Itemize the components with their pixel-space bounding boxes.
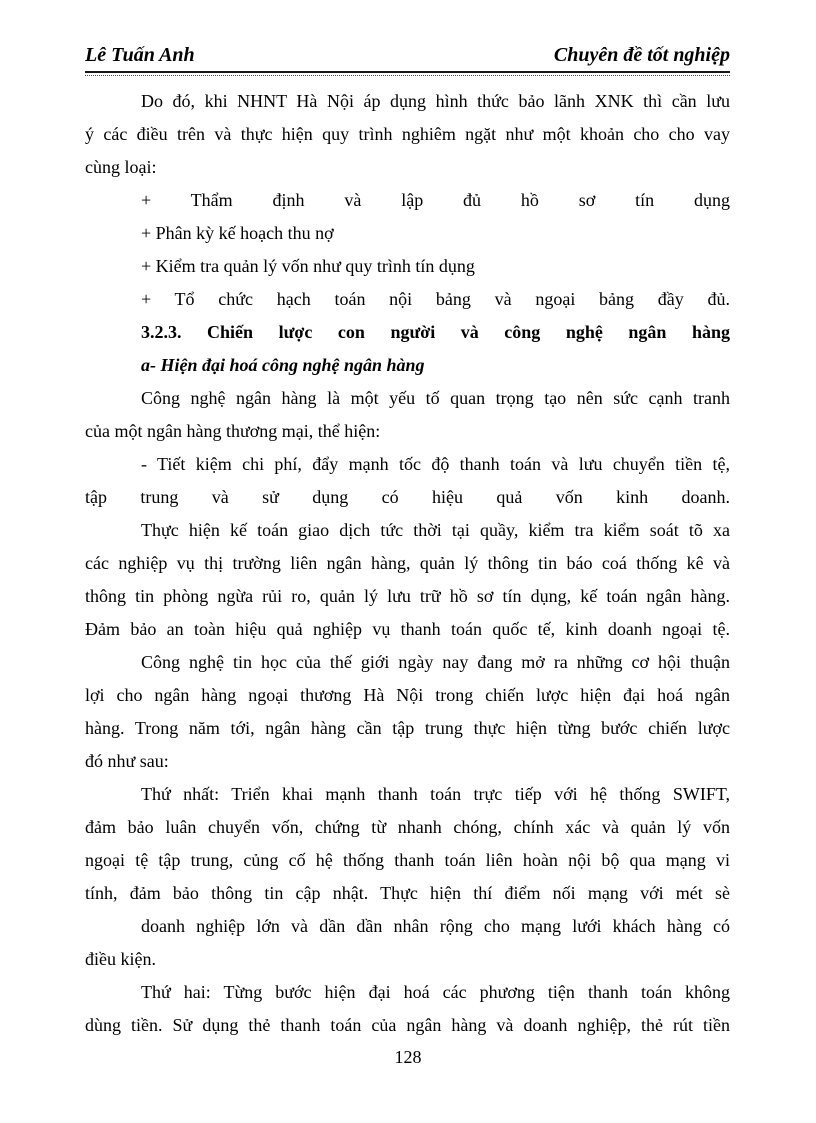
text-line: doanh nghiệp lớn và dần dần nhân rộng cho mạng lưới khách hàng có xyxy=(141,916,730,936)
text-line: dùng tiền. Sử dụng thẻ thanh toán của ngân hàng và doanh nghiệp, thẻ rút tiền xyxy=(85,1015,730,1035)
text-line: Công nghệ tin học của thế giới ngày nay đang mở ra những cơ hội thuận xyxy=(141,652,730,672)
text-line: Thứ nhất: Triển khai mạnh thanh toán trực tiếp với hệ thống SWIFT, xyxy=(141,784,730,804)
text-line: ý các điều trên và thực hiện quy trình nghiêm ngặt như một khoản cho cho vay xyxy=(85,124,730,144)
text-line: Công nghệ ngân hàng là một yếu tố quan trọng tạo nên sức cạnh tranh xyxy=(141,388,730,408)
text-line: Thứ hai: Từng bước hiện đại hoá các phương tiện thanh toán không xyxy=(141,982,730,1002)
text-line: lợi cho ngân hàng ngoại thương Hà Nội trong chiến lược hiện đại hoá ngân xyxy=(85,685,730,705)
header-title: Chuyên đề tốt nghiệp xyxy=(553,44,730,66)
text-line: của một ngân hàng thương mại, thể hiện: xyxy=(85,421,381,441)
text-line: hàng. Trong năm tới, ngân hàng cần tập trung thực hiện từng bước chiến lược xyxy=(85,718,730,738)
text-line: cùng loại: xyxy=(85,157,157,177)
text-line: + Kiểm tra quản lý vốn như quy trình tín dụng xyxy=(141,256,475,276)
page-footer xyxy=(0,1046,816,1068)
text-line: Thực hiện kế toán giao dịch tức thời tại quầy, kiểm tra kiểm soát tõ xa xyxy=(141,520,730,540)
page-header xyxy=(85,44,730,67)
text-line: các nghiệp vụ thị trường liên ngân hàng, quản lý thông tin báo coá thống kê và xyxy=(85,553,730,573)
text-line: Đảm bảo an toàn hiệu quả nghiệp vụ thanh toán quốc tế, kinh doanh ngoại tệ. xyxy=(85,619,730,639)
text-line: + Phân kỳ kế hoạch thu nợ xyxy=(141,223,334,243)
text-line: - Tiết kiệm chi phí, đẩy mạnh tốc độ thanh toán và lưu chuyển tiền tệ, xyxy=(141,454,730,474)
text-line: Do đó, khi NHNT Hà Nội áp dụng hình thức bảo lãnh XNK thì cần lưu xyxy=(141,91,730,111)
text-line: 3.2.3. Chiến lược con người và công nghệ ngân hàng xyxy=(141,322,730,342)
text-line: tính, đảm bảo thông tin cập nhật. Thực hiện thí điểm nối mạng với mét sè xyxy=(85,883,730,903)
text-line: đảm bảo luân chuyển vốn, chứng từ nhanh chóng, chính xác và quản lý vốn xyxy=(85,817,730,837)
header-rule xyxy=(85,71,730,76)
page-number: 128 xyxy=(394,1047,422,1067)
text-line: điều kiện. xyxy=(85,949,156,969)
text-line: + Tổ chức hạch toán nội bảng và ngoại bảng đầy đủ. xyxy=(141,289,730,309)
text-line: đó như sau: xyxy=(85,751,169,771)
text-line: ngoại tệ tập trung, củng cố hệ thống thanh toán liên hoàn nội bộ qua mạng vi xyxy=(85,850,730,870)
document-body xyxy=(85,85,730,1042)
text-line: + Thẩm định và lập đủ hồ sơ tín dụng xyxy=(141,190,730,210)
text-line: a- Hiện đại hoá công nghệ ngân hàng xyxy=(141,355,425,375)
header-author: Lê Tuấn Anh xyxy=(85,44,195,66)
text-line: tập trung và sử dụng có hiệu quả vốn kinh doanh. xyxy=(85,487,730,507)
text-line: thông tin phòng ngừa rủi ro, quản lý lưu trữ hồ sơ tín dụng, kế toán ngân hàng. xyxy=(85,586,730,606)
